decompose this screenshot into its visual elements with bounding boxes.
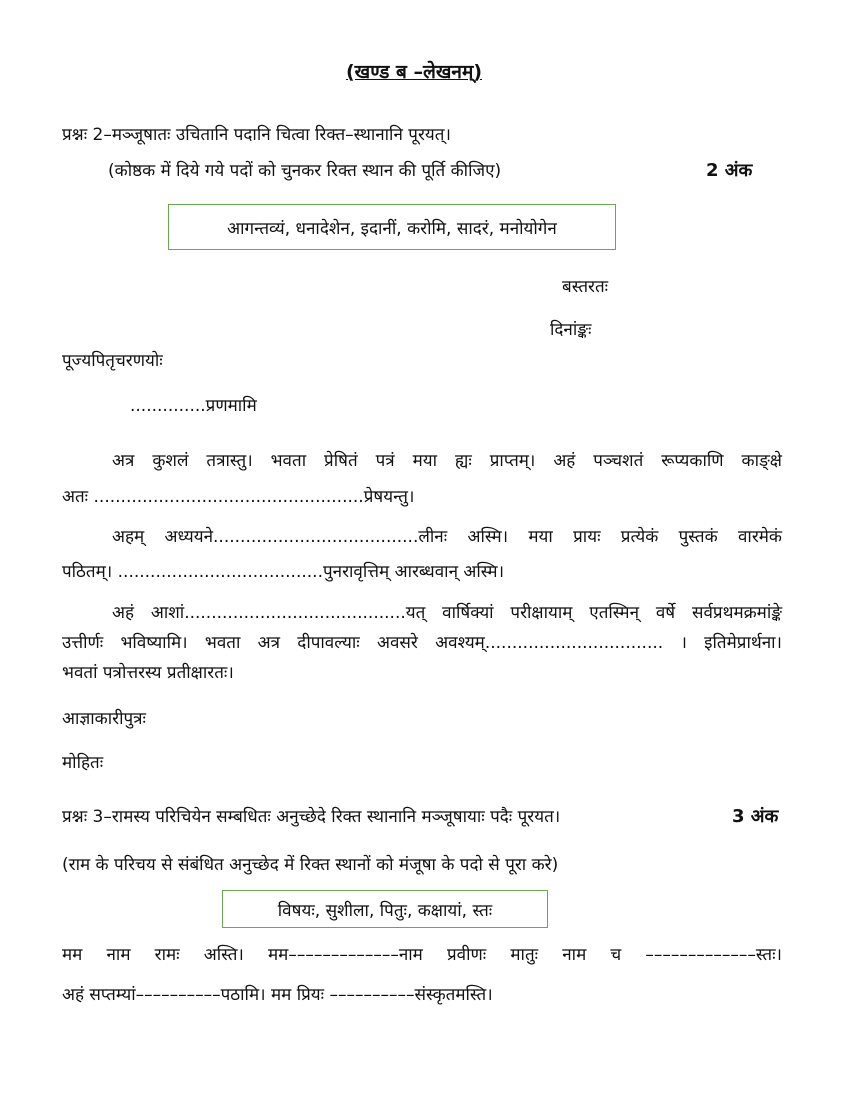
question-3-text: प्रश्नः 3–रामस्य परिचियेन सम्बधितः अनुच्छेदे रिक्त स्थानानि मञ्जूषायाः पदैः पूरयत। xyxy=(62,807,561,827)
letter-para1-line1: अत्र कुशलं तत्रास्तु। भवता प्रेषितं पत्रं मया ह्यः प्राप्तम्। अहं पञ्चशतं रूप्यकाणि काङ्क्षे xyxy=(112,451,782,471)
letter-date: दिनांङ्कः xyxy=(550,320,592,340)
word-box-q3-text: विषयः, सुशीला, पितुः, कक्षायां, स्तः xyxy=(277,900,493,921)
letter-signature-name: मोहितः xyxy=(62,753,104,773)
letter-salutation: पूज्यपितृचरणयोः xyxy=(62,351,163,371)
question-3-marks: 3 अंक xyxy=(732,806,779,827)
question-2-marks: 2 अंक xyxy=(706,160,753,181)
letter-para1-line2: अतः ..................................................प्रेषयन्तु। xyxy=(62,487,415,507)
letter-para2-line1: अहम् अध्ययने......................................लीनः अस्मि। मया प्रायः प्रत्येकं पुस्तकं वारमेकं xyxy=(112,527,782,547)
letter-para3-line3: भवतां पत्रोत्तरस्य प्रतीक्षारतः। xyxy=(62,663,234,683)
letter-para2-line2: पठितम्। ......................................पुनरावृत्तिम् आरब्धवान् अस्मि। xyxy=(62,562,505,582)
letter-para3-line1: अहं आशां.........................................यत् वार्षिक्यां परीक्षायाम् एतस्मिन् वर्षे सर्वप्रथमक्रमांङ्के xyxy=(112,603,782,623)
question-3-line2: अहं सप्तम्यां––––––––––पठामि। मम प्रियः ––––––––––संस्कृतमस्ति। xyxy=(62,985,493,1005)
section-heading: (खण्ड ब –लेखनम्) xyxy=(346,61,483,83)
letter-closing: आज्ञाकारीपुत्रः xyxy=(62,709,146,729)
letter-para3-line2: उत्तीर्णः भविष्यामि। भवता अत्र दीपावल्याः अवसरे अवश्यम्................................. । इतिमेप्रार्थना। xyxy=(62,633,782,653)
question-2-hindi-instruction: (कोष्ठक में दिये गये पदों को चुनकर रिक्त स्थान की पूर्ति कीजिए) xyxy=(108,161,502,181)
word-box-q3 xyxy=(222,890,548,928)
question-3-line1: मम नाम रामः अस्ति। मम–––––––––––––नाम प्रवीणः मातुः नाम च –––––––––––––स्तः। xyxy=(62,945,782,965)
question-2-text: प्रश्नः 2–मञ्जूषातः उचितानि पदानि चित्वा रिक्त–स्थानानि पूरयत्। xyxy=(62,125,451,145)
word-box-q2-text: आगन्तव्यं, धनादेशेन, इदानीं, करोमि, सादरं, मनोयोगेन xyxy=(227,218,557,239)
letter-place: बस्तरतः xyxy=(562,277,609,297)
question-3-hindi-instruction: (राम के परिचय से संबंधित अनुच्छेद में रिक्त स्थानों को मंजूषा के पदो से पूरा करे) xyxy=(62,855,559,875)
letter-pranam: ..............प्रणमामि xyxy=(130,396,257,416)
word-box-q2 xyxy=(168,204,616,250)
